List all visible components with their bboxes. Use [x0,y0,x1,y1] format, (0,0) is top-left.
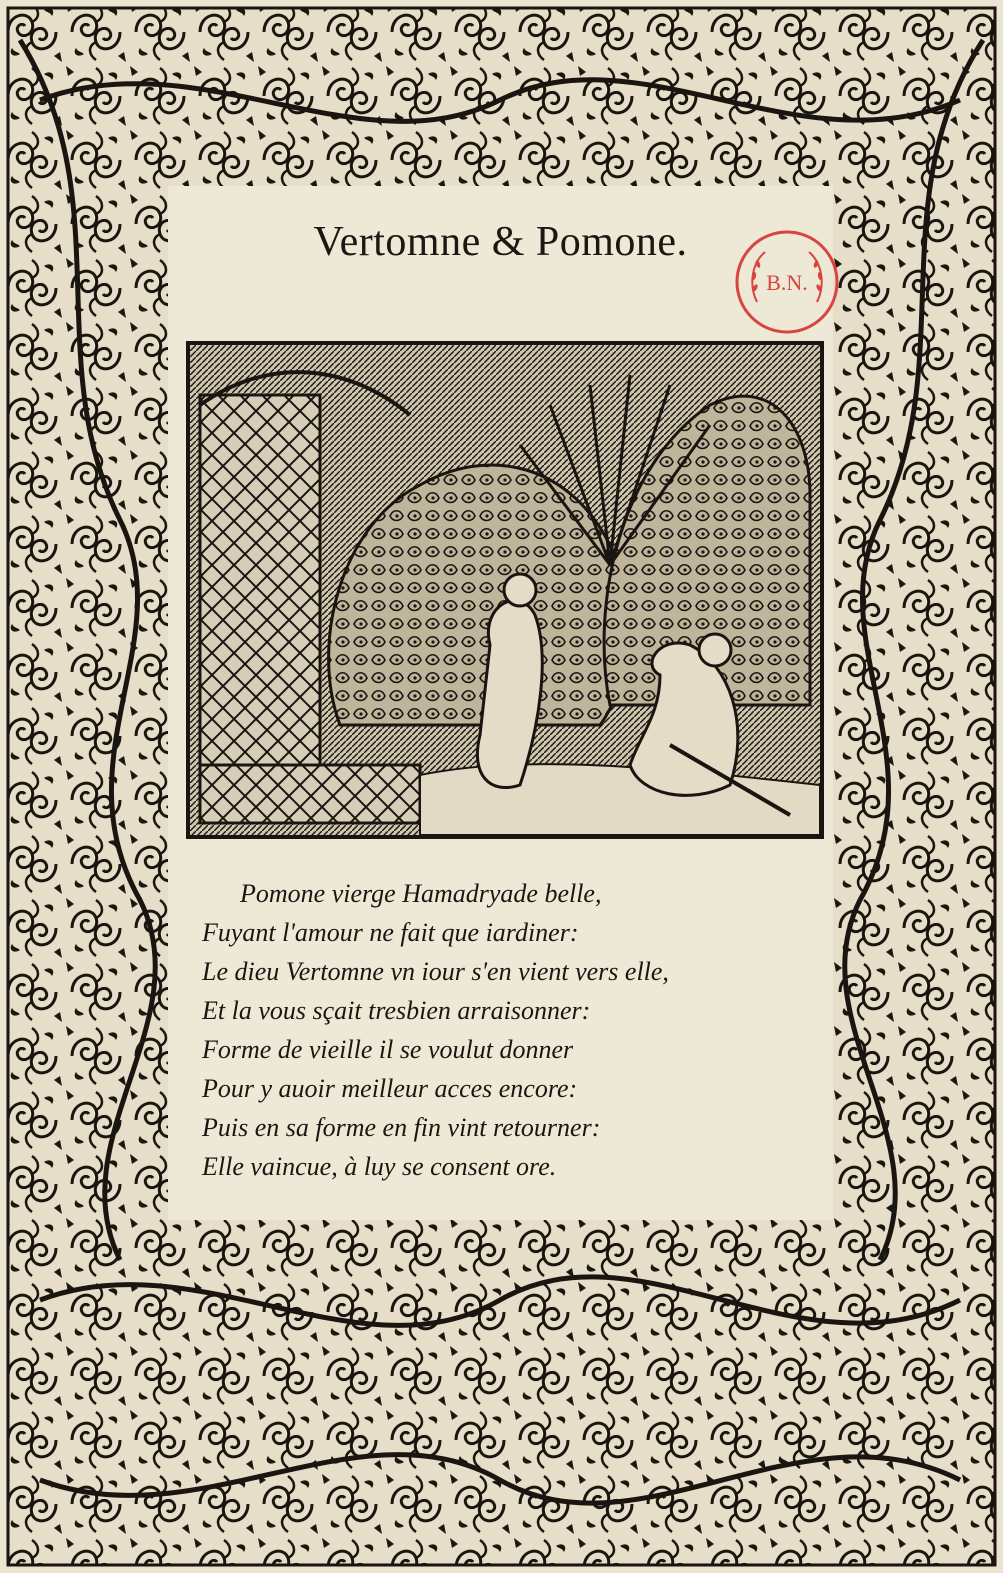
page-title: Vertomne & Pomone. [313,219,688,265]
verse-line: Le dieu Vertomne vn iour s'en vient vers elle, [202,957,669,986]
verse-block [202,874,802,1186]
verse-line: Fuyant l'amour ne fait que iardiner: [202,918,579,947]
verse-line: Elle vaincue, à luy se consent ore. [202,1152,557,1181]
text-panel [168,186,833,1220]
verse-line: Pour y auoir meilleur acces encore: [202,1074,578,1103]
verse-line: Et la vous sçait tresbien arraisonner: [202,996,591,1025]
verse-line: Forme de vieille il se voulut donner [202,1035,574,1064]
verse-line: Puis en sa forme en fin vint retourner: [202,1113,601,1142]
garden-woodcut-illustration [190,345,820,835]
library-stamp-icon [733,228,841,336]
stamp-text: B.N. [766,270,808,295]
woodcut-illustration [186,341,824,839]
verse-line: Pomone vierge Hamadryade belle, [240,879,602,908]
